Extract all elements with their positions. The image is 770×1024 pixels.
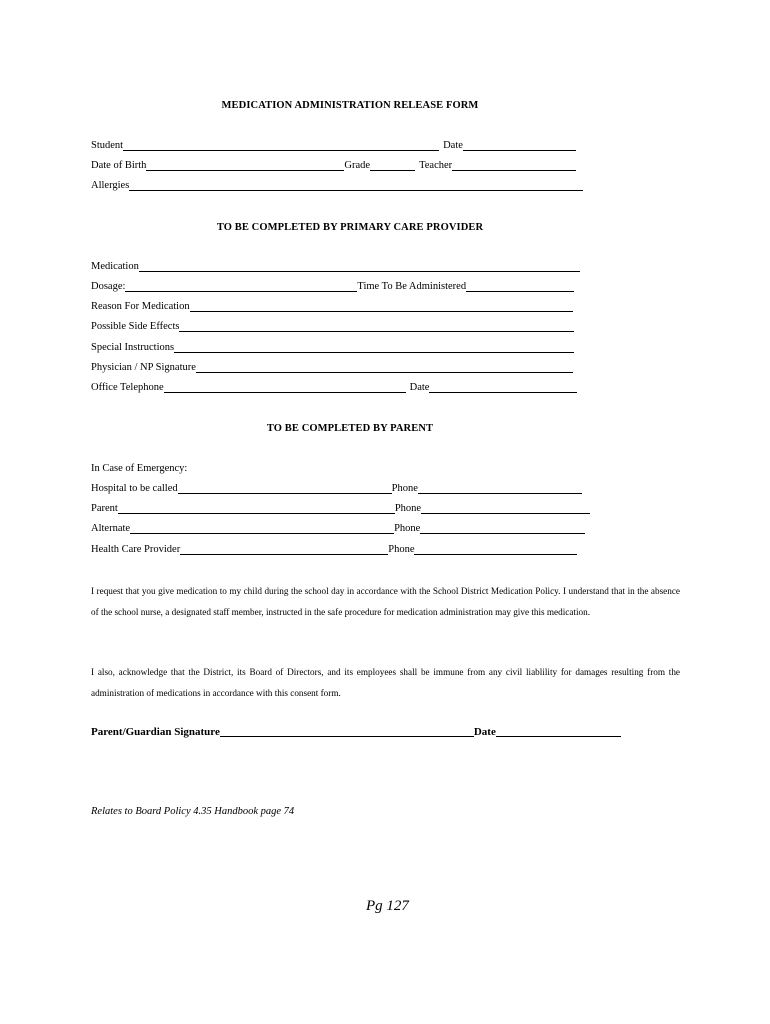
guardian-signature-row [91,726,621,738]
date-label: Date [443,140,463,151]
allergies-field[interactable] [129,180,583,191]
consent-paragraph-2: I also, acknowledge that the District, its Board of Directors, and its employees shall be immune from any civil liablility for damages resulting from the administration of medications in accordance with this consent form. [91,667,680,698]
alternate-field[interactable] [130,523,394,534]
grade-label: Grade [344,160,371,171]
parent-row [91,503,590,515]
dob-field[interactable] [146,160,344,171]
provider-heading: TO BE COMPLETED BY PRIMARY CARE PROVIDER [216,222,484,233]
guardian-signature-field[interactable] [220,726,474,737]
alternate-phone-field[interactable] [420,523,585,534]
instructions-label: Special Instructions [91,342,175,353]
dosage-field[interactable] [125,281,357,292]
allergies-label: Allergies [91,180,130,191]
hospital-row [91,483,582,495]
allergies-row [91,180,583,192]
hospital-label: Hospital to be called [91,483,178,494]
emergency-row [91,463,187,475]
reason-label: Reason For Medication [91,301,190,312]
parent-field[interactable] [118,503,395,514]
health-provider-field[interactable] [180,544,388,555]
consent-paragraph-1: I request that you give medication to my child during the school day in accordance with the School District Medication Policy. I understand that in the absence of the school nurse, a designated staff member, instructed in the safe procedure for medication administration may give this medication. [91,586,680,617]
grade-field[interactable] [370,160,415,171]
hospital-phone-label: Phone [391,483,418,494]
parent-label: Parent [91,503,118,514]
parent-phone-field[interactable] [421,503,590,514]
side-effects-label: Possible Side Effects [91,321,180,332]
reason-field[interactable] [190,301,573,312]
dob-row [91,160,576,172]
provider-date-field[interactable] [429,382,577,393]
medication-field[interactable] [139,261,580,272]
side-effects-row [91,321,574,333]
physician-signature-field[interactable] [196,362,573,373]
medication-row [91,261,580,273]
health-provider-row [91,544,577,556]
alternate-row [91,523,585,535]
guardian-signature-label: Parent/Guardian Signature [91,726,220,738]
alternate-label: Alternate [91,523,131,534]
alternate-phone-label: Phone [394,523,421,534]
page-number: Pg 127 [366,898,409,914]
side-effects-field[interactable] [179,321,574,332]
hospital-field[interactable] [178,483,392,494]
guardian-date-label: Date [473,726,496,738]
teacher-label: Teacher [419,160,453,171]
telephone-field[interactable] [164,382,406,393]
student-row [91,140,576,152]
emergency-label: In Case of Emergency: [91,463,188,474]
guardian-date-field[interactable] [496,726,621,737]
telephone-row [91,382,577,394]
dosage-label: Dosage: [91,281,126,292]
dob-label: Date of Birth [91,160,147,171]
dosage-row [91,281,574,293]
teacher-field[interactable] [452,160,576,171]
physician-signature-label: Physician / NP Signature [91,362,196,373]
health-provider-label: Health Care Provider [91,544,181,555]
hospital-phone-field[interactable] [418,483,582,494]
reason-row [91,301,573,313]
form-title: MEDICATION ADMINISTRATION RELEASE FORM [221,100,479,111]
student-label: Student [91,140,124,151]
student-field[interactable] [123,140,439,151]
time-label: Time To Be Administered [357,281,467,292]
instructions-field[interactable] [174,342,574,353]
time-field[interactable] [466,281,574,292]
parent-phone-label: Phone [394,503,422,514]
policy-reference: Relates to Board Policy 4.35 Handbook page 74 [91,806,295,817]
parent-heading: TO BE COMPLETED BY PARENT [266,423,434,434]
telephone-label: Office Telephone [91,382,164,393]
physician-signature-row [91,362,573,374]
medication-label: Medication [91,261,139,272]
date-field[interactable] [463,140,576,151]
health-provider-phone-label: Phone [388,544,415,555]
instructions-row [91,342,574,354]
health-provider-phone-field[interactable] [414,544,577,555]
provider-date-label: Date [409,382,430,393]
